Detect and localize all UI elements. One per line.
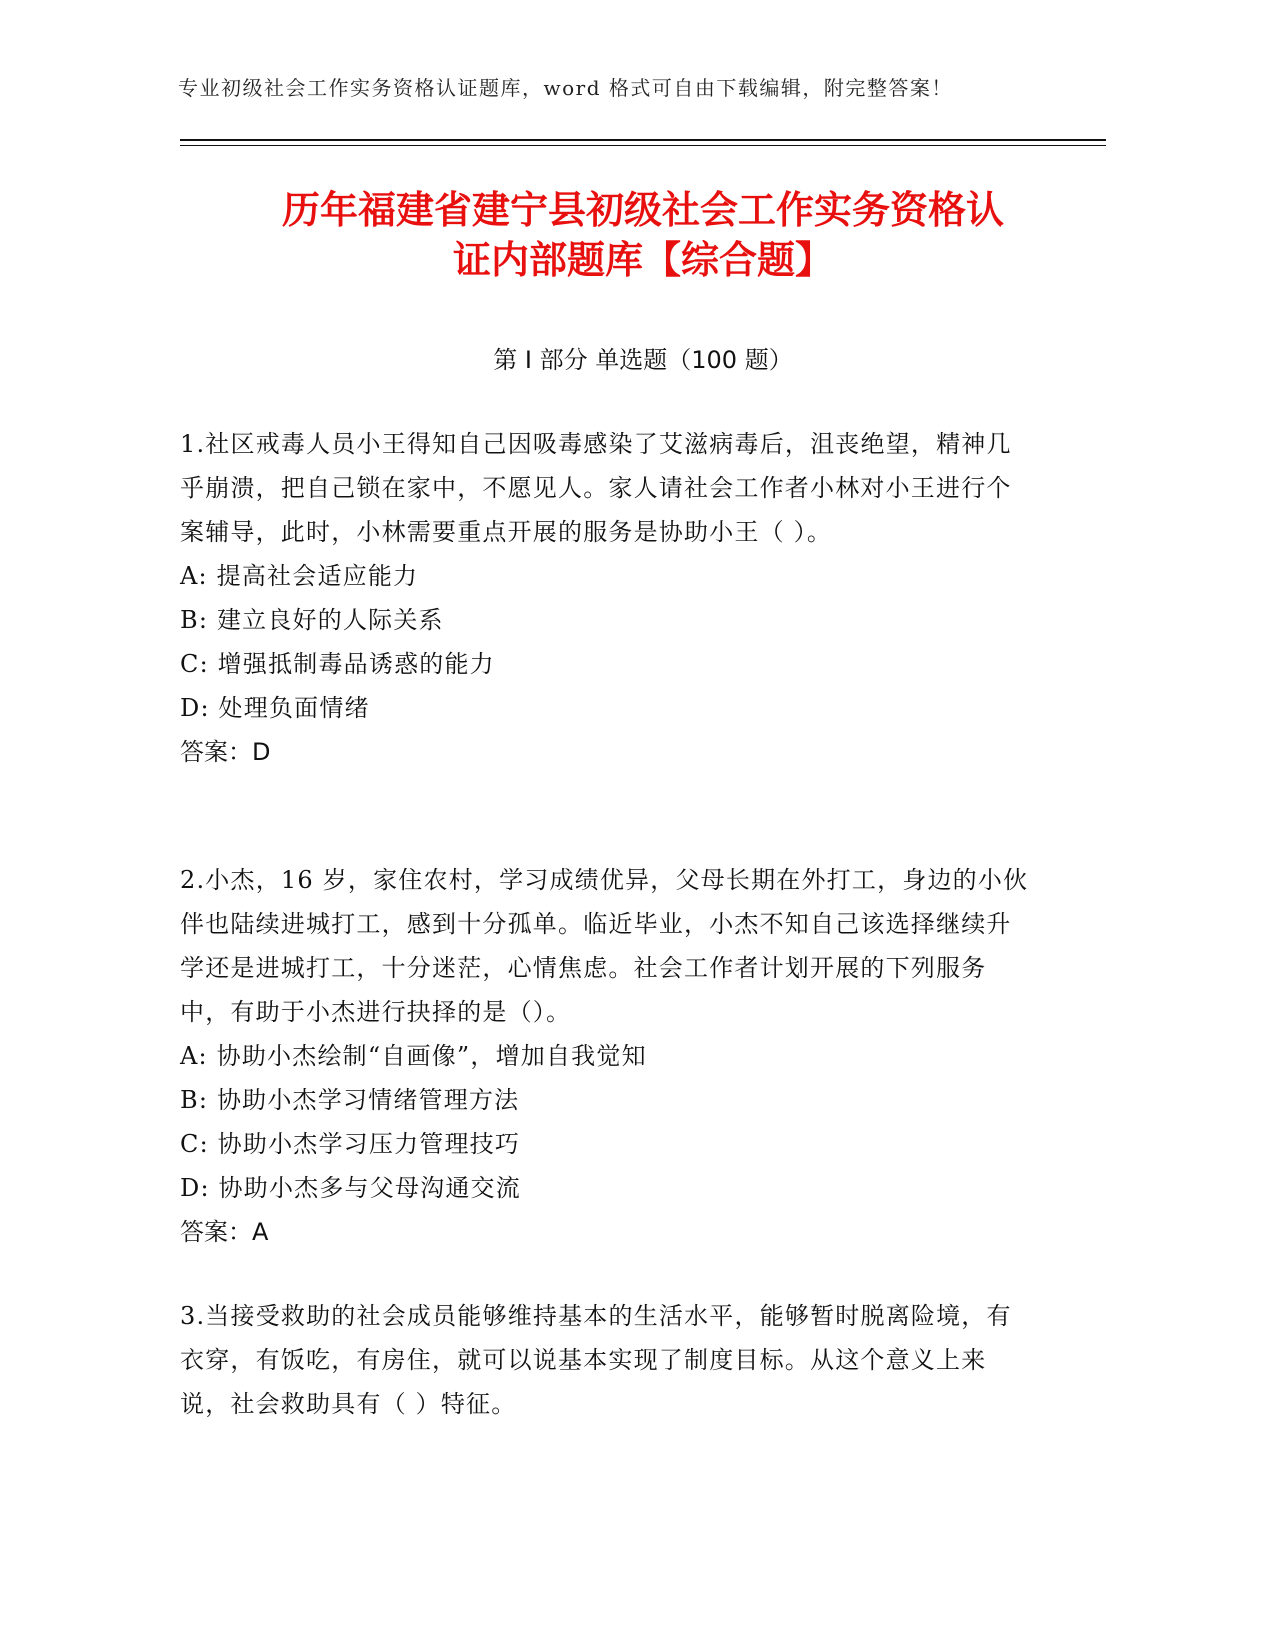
document-title: [180, 185, 1106, 285]
title-line-1: 历年福建省建宁县初级社会工作实务资格认: [281, 188, 1004, 232]
header-rule-thin: [180, 145, 1106, 146]
question-2: [180, 858, 1030, 1254]
option-b: B: 建立良好的人际关系: [180, 606, 444, 634]
option-c: C: 协助小杰学习压力管理技巧: [180, 1130, 521, 1158]
question-text: 1.社区戒毒人员小王得知自己因吸毒感染了艾滋病毒后，沮丧绝望，精神几乎崩溃，把自己锁在家中，不愿见人。家人请社会工作者小林对小王进行个案辅导，此时，小林需要重点开展的服务是协助小王（ ）。: [180, 430, 1012, 546]
title-line-2: 证内部题库【综合题】: [452, 238, 833, 282]
section-heading: 第 I 部分 单选题（100 题）: [493, 346, 793, 374]
question-3: [180, 1294, 1030, 1426]
question-text: 3.当接受救助的社会成员能够维持基本的生活水平，能够暂时脱离险境，有衣穿，有饭吃，有房住，就可以说基本实现了制度目标。从这个意义上来说，社会救助具有（ ）特征。: [180, 1302, 1012, 1418]
option-d: D: 处理负面情绪: [180, 694, 370, 722]
option-a: A: 协助小杰绘制“自画像”，增加自我觉知: [180, 1042, 647, 1070]
header-note: 专业初级社会工作实务资格认证题库，word 格式可自由下载编辑，附完整答案！: [178, 76, 953, 100]
option-c: C: 增强抵制毒品诱惑的能力: [180, 650, 495, 678]
answer-label: 答案：A: [180, 1218, 269, 1246]
question-text: 2.小杰，16 岁，家住农村，学习成绩优异，父母长期在外打工，身边的小伙伴也陆续进城打工，感到十分孤单。临近毕业，小杰不知自己该选择继续升学还是进城打工，十分迷茫，心情焦虑。社会工作者计划开展的下列服务中，有助于小杰进行抉择的是（）。: [180, 866, 1029, 1026]
answer-label: 答案：D: [180, 738, 271, 766]
header-rule-thick: [180, 139, 1106, 141]
option-a: A: 提高社会适应能力: [180, 562, 419, 590]
option-d: D: 协助小杰多与父母沟通交流: [180, 1174, 521, 1202]
question-1: [180, 422, 1030, 774]
option-b: B: 协助小杰学习情绪管理方法: [180, 1086, 520, 1114]
